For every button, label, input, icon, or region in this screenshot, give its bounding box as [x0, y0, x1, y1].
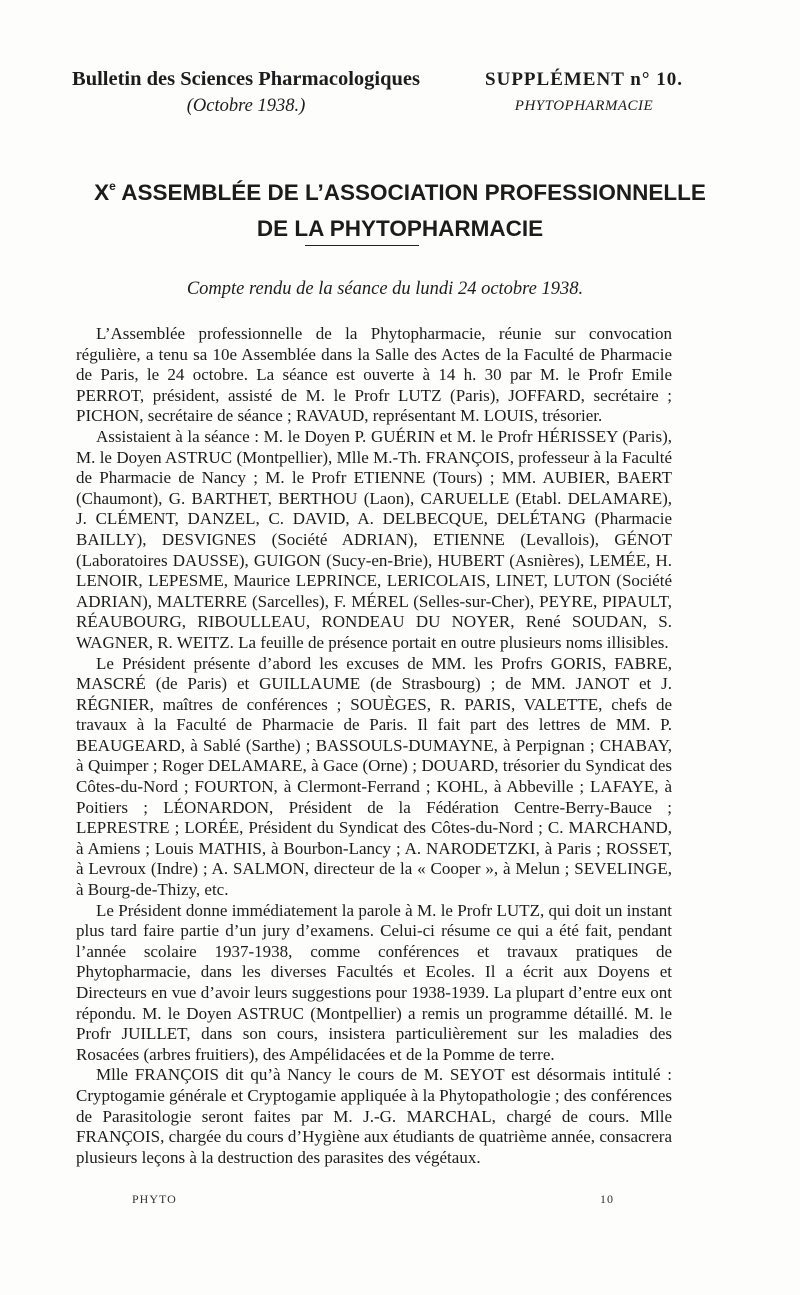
article-body: [76, 318, 672, 1168]
divider: [305, 245, 419, 246]
paragraph: L’Assemblée professionnelle de la Phytopharmacie, réunie sur convocation régulière, a tenu sa 10e Assemblée dans la Salle des Actes de la Faculté de Pharmacie de Paris, le 24 octobre. La séance est ouverte à 14 h. 30 par M. le Profr Emile PERROT, président, assisté de M. le Profr LUTZ (Paris), JOFFARD, secrétaire ; PICHON, secrétaire de séance ; RAVAUD, représentant M. LOUIS, trésorier.: [76, 324, 672, 426]
issue-date: (Octobre 1938.): [186, 96, 306, 116]
paragraph: Assistaient à la séance : M. le Doyen P. GUÉRIN et M. le Profr HÉRISSEY (Paris), M. le Doyen ASTRUC (Montpellier), Mlle M.-Th. FRANÇOIS, professeur à la Faculté de Pharmacie de Nancy ; M. le Profr ETIENNE (Tours) ; MM. AUBIER, BAERT (Chaumont), G. BARTHET, BERTHOU (Laon), CARUELLE (Etabl. DELAMARE), J. CLÉMENT, DANZEL, C. DAVID, A. DELBECQUE, DELÉTANG (Pharmacie BAILLY), DESVIGNES (Société ADRIAN), ETIENNE (Levallois), GÉNOT (Laboratoires DAUSSE), GUIGON (Sucy-en-Brie), HUBERT (Asnières), LEMÉE, H. LENOIR, LEPESME, Maurice LEPRINCE, LERICOLAIS, LINET, LUTON (Société ADRIAN), MALTERRE (Sarcelles), F. MÉREL (Selles-sur-Cher), PEYRE, PIPAULT, RÉAUBOURG, RIBOULLEAU, RONDEAU DU NOYER, René SOUDAN, S. WAGNER, R. WEITZ. La feuille de présence portait en outre plusieurs noms illisibles.: [76, 426, 672, 652]
section-name: PHYTOPHARMACIE: [514, 98, 654, 114]
supplement-number: SUPPLÉMENT n° 10.: [485, 69, 683, 90]
title-line-1: Xe ASSEMBLÉE DE L’ASSOCIATION PROFESSIONNELLE: [94, 179, 706, 205]
journal-header: [66, 66, 426, 120]
journal-name: Bulletin des Sciences Pharmacologiques: [72, 68, 420, 90]
session-subtitle: Compte rendu de la séance du lundi 24 octobre 1938.: [186, 279, 584, 299]
paragraph: Le Président donne immédiatement la parole à M. le Profr LUTZ, qui doit un instant plus tard faire partie d’un jury d’examens. Celui-ci résume ce qui a été fait, pendant l’année scolaire 1937-1938, comme conférences et travaux pratiques de Phytopharmacie, dans les diverses Facultés et Ecoles. Il a écrit aux Doyens et Directeurs en vue d’avoir leurs suggestions pour 1938-1939. La plupart d’entre eux ont répondu. M. le Doyen ASTRUC (Montpellier) a remis un programme détaillé. M. le Profr JUILLET, dans son cours, insistera particulièrement sur les maladies des Rosacées (arbres fruitiers), des Ampélidacées et de la Pomme de terre.: [76, 900, 672, 1064]
footer-section: PHYTO: [132, 1192, 177, 1206]
page-title: [40, 168, 760, 247]
title-line-2: DE LA PHYTOPHARMACIE: [256, 216, 544, 241]
page-number: 10: [600, 1192, 614, 1206]
paragraph: Le Président présente d’abord les excuses de MM. les Profrs GORIS, FABRE, MASCRÉ (de Paris) et GUILLAUME (de Strasbourg) ; de MM. JANOT et J. RÉGNIER, maîtres de conférences ; SOUÈGES, R. PARIS, VALETTE, chefs de travaux à la Faculté de Pharmacie de Paris. Il fait part des lettres de MM. P. BEAUGEARD, à Sablé (Sarthe) ; BASSOULS-DUMAYNE, à Perpignan ; CHABAY, à Quimper ; Roger DELAMARE, à Gace (Orne) ; DOUARD, trésorier du Syndicat des Côtes-du-Nord ; FOURTON, à Clermont-Ferrand ; KOHL, à Abbeville ; LAFAYE, à Poitiers ; LÉONARDON, Président de la Fédération Centre-Berry-Bauce ; LEPRESTRE ; LORÉE, Président du Syndicat des Côtes-du-Nord ; C. MARCHAND, à Amiens ; Louis MATHIS, à Bourbon-Lancy ; A. NARODETZKI, à Paris ; ROSSET, à Levroux (Indre) ; A. SALMON, directeur de la « Cooper », à Melun ; SEVELINGE, à Bourg-de-Thizy, etc.: [76, 653, 672, 900]
paragraph: Mlle FRANÇOIS dit qu’à Nancy le cours de M. SEYOT est désormais intitulé : Cryptogamie générale et Cryptogamie appliquée à la Phytopathologie ; des conférences de Parasitologie seront faites par M. J.-G. MARCHAL, chargé de cours. Mlle FRANÇOIS, chargée du cours d’Hygiène aux étudiants de quatrième année, consacrera plusieurs leçons à la destruction des parasites des végétaux.: [76, 1065, 672, 1167]
supplement-header: [476, 66, 692, 120]
